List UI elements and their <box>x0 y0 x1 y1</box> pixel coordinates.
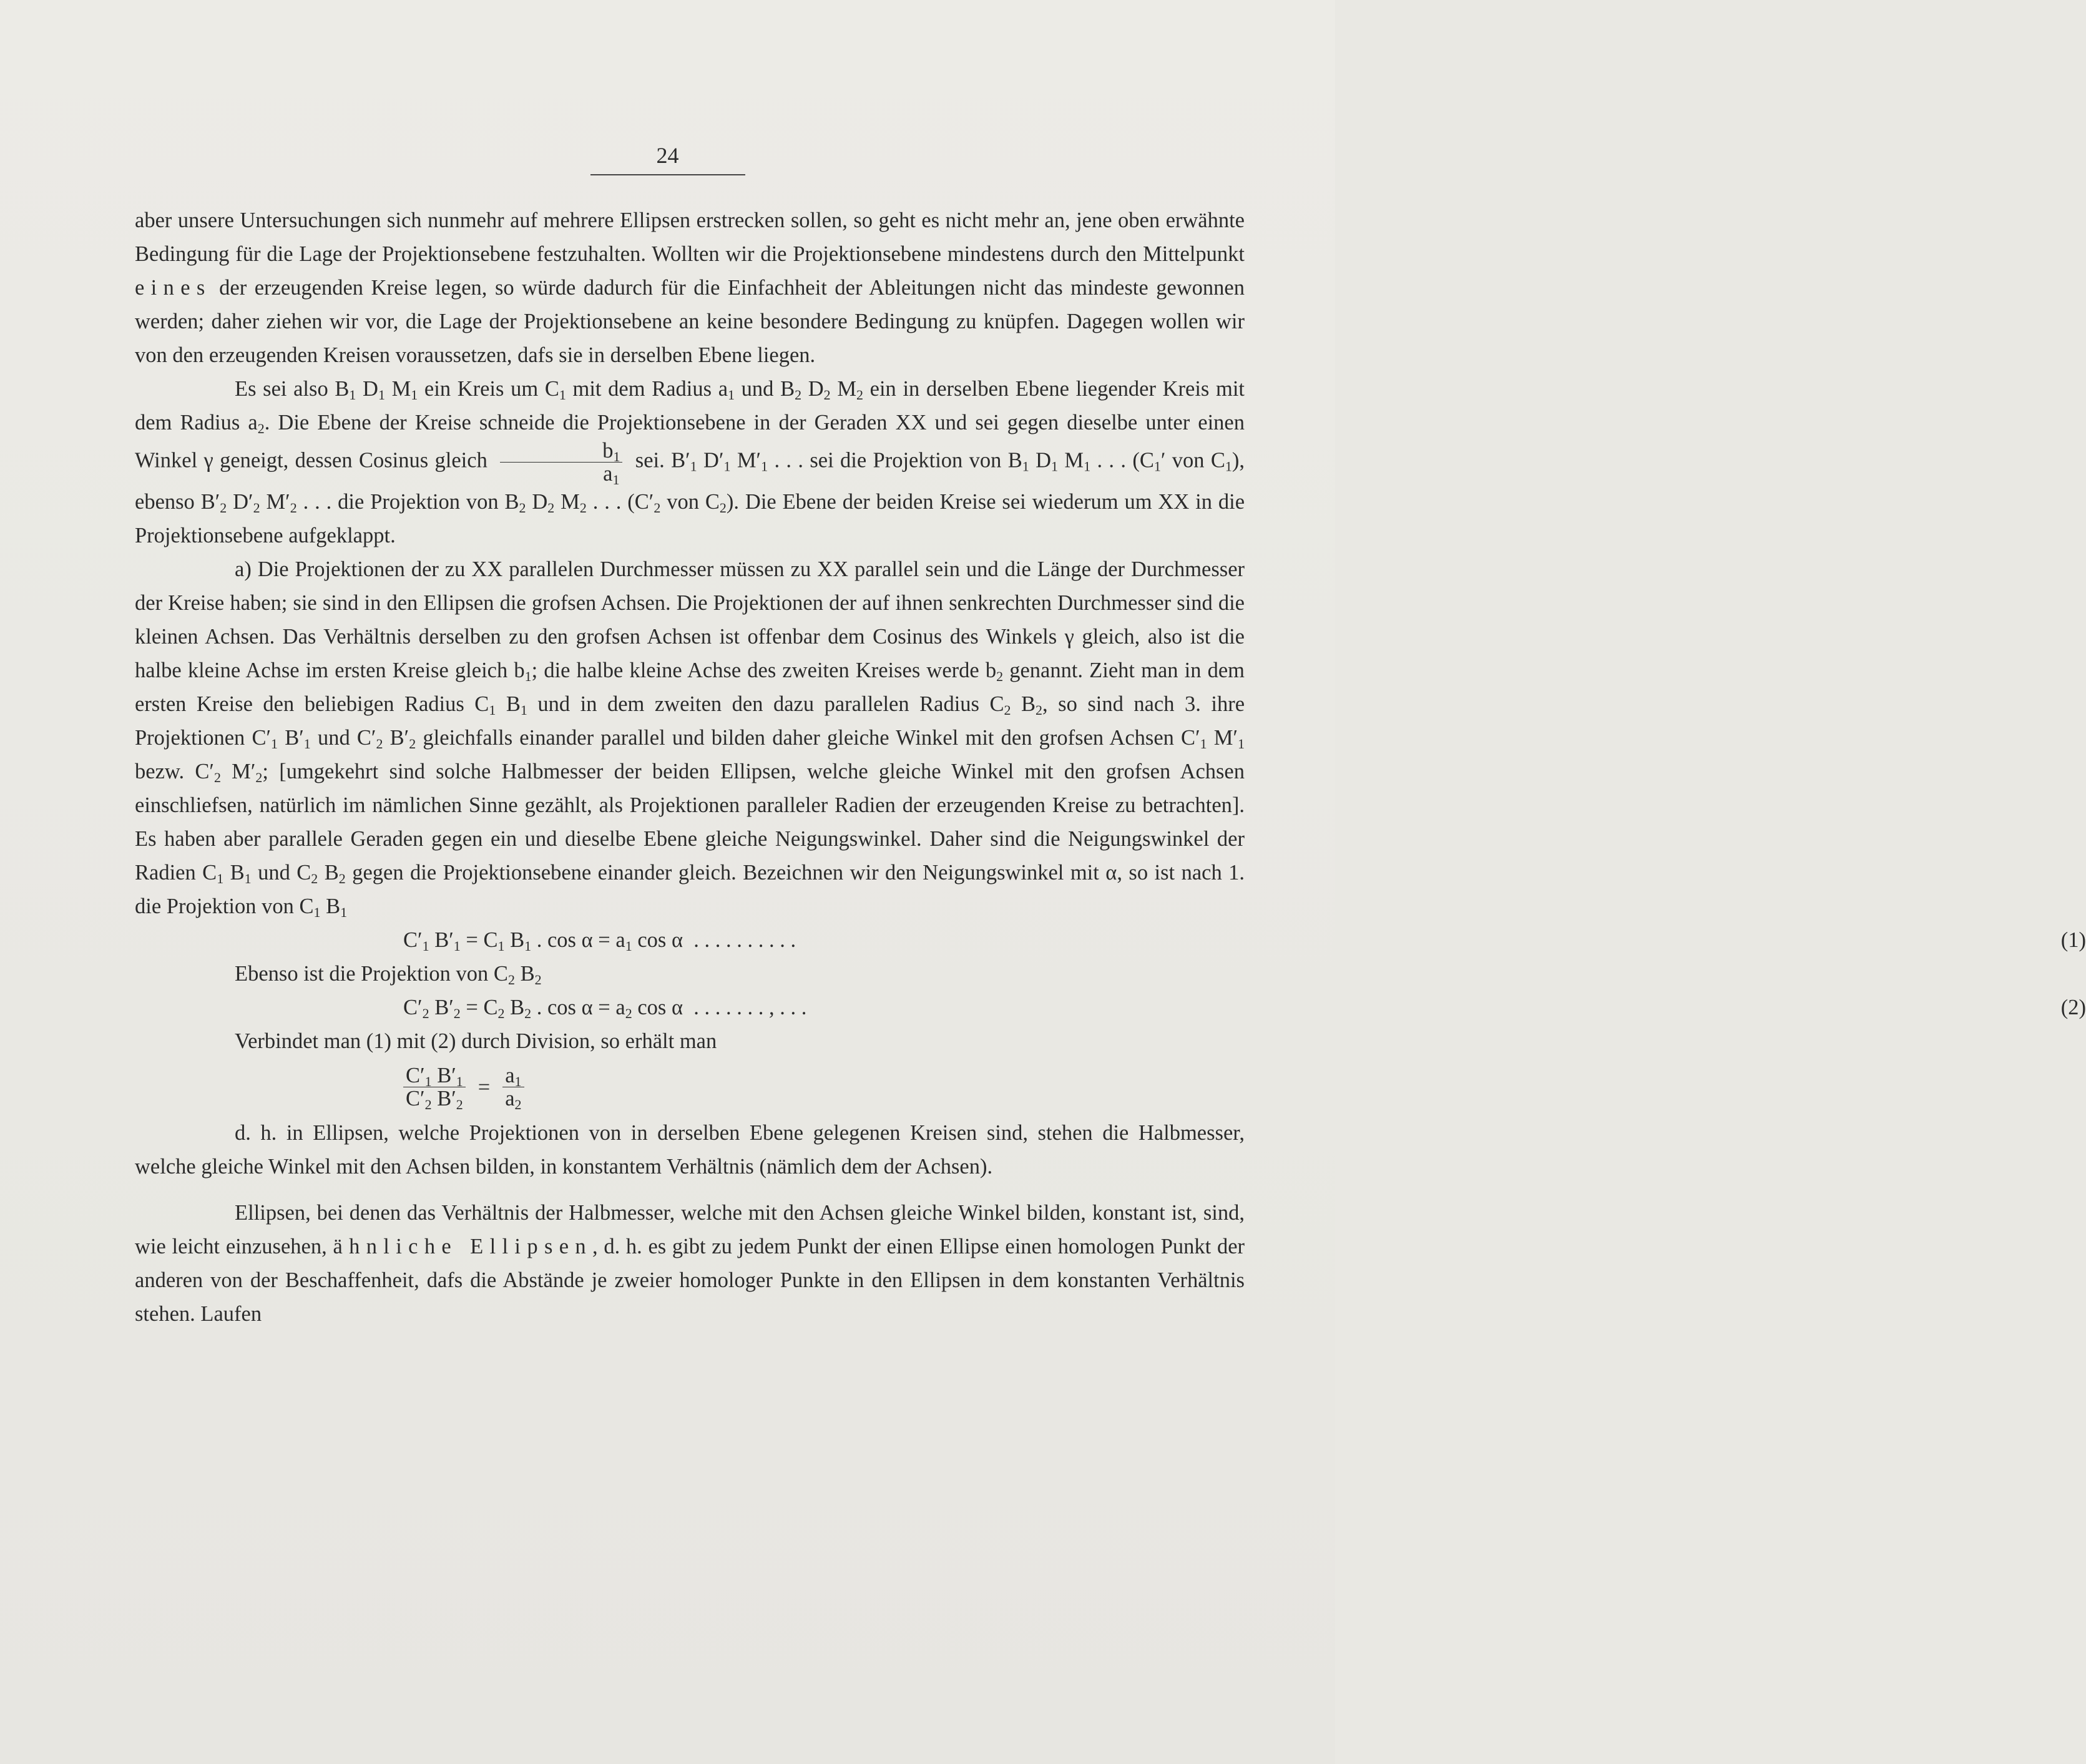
equation-3: $\frac{C'_1 B'_1}{C'_2 B'_2}$ = $\frac{a_1}{a_2}$ <box>403 1064 1245 1110</box>
paragraph-2: Es sei also $B_1$ $D_1$ $M_1$ ein Kreis um $C_1$ mit dem Radius $a_1$ und $B_2$ $D_2$ $M_2$ ein in derselben Ebene liegender Kreis mit dem Radius $a_2$. Die Ebene der Kreise schneide die Projektionsebene in der Geraden XX und sei gegen dieselbe unter einen Winkel γ geneigt, dessen Cosinus gleich $\frac{b_1}{a_1}$ sei. $B'_1$ $D'_1$ $M'_1$ . . . sei die Projektion von $B_1$ $D_1$ $M_1$ . . . ($C_1'$ von $C_1$), ebenso $B'_2$ $D'_2$ $M'_2$ . . . die Projektion von $B_2$ $D_2$ $M_2$ . . . ($C'_2$ von $C_2$). Die Ebene der beiden Kreise sei wiederum um XX in die Projektionsebene aufgeklappt. <box>135 377 1245 547</box>
paragraph-5: Ellipsen, bei denen das Verhältnis der Halbmesser, welche mit den Achsen gleiche Winkel bilden, konstant ist, sind, wie leicht einzusehen, ähnliche Ellipsen, d. h. es gibt zu jedem Punkt der einen Ellipse einen homologen Punkt der anderen von der Beschaffenheit, dafs die Abstände je zweier homologer Punkte in den Ellipsen in dem konstanten Verhältnis stehen. Laufen <box>135 1201 1245 1326</box>
body-text <box>135 203 2086 1331</box>
equation-2: $C'_2$ $B'_2 = C_2$ $B_2$ . $\cos \alpha = a_2$ cos α . . . . . . . , . . . (2) <box>403 996 2086 1021</box>
verbindet-line: Verbindet man (1) mit (2) durch Division, so erhält man <box>235 1029 717 1053</box>
page-number: 24 <box>590 140 745 175</box>
ebenso-line: Ebenso ist die Projektion von $C_2$ $B_2$ <box>235 962 542 987</box>
paragraph-4: d. h. in Ellipsen, welche Projektionen von in derselben Ebene gelegenen Kreisen sind, stehen die Halbmesser, welche gleiche Winkel mit den Achsen bilden, in konstantem Verhältnis (nämlich dem der Achsen). <box>135 1121 1245 1178</box>
paragraph-3: a) Die Projektionen der zu XX parallelen Durchmesser müssen zu XX parallel sein und die Länge der Durchmesser der Kreise haben; sie sind in den Ellipsen die grofsen Achsen. Die Projektionen der auf ihnen senkrechten Durchmesser sind die kleinen Achsen. Das Verhältnis derselben zu den grofsen Achsen ist offenbar dem Cosinus des Winkels γ gleich, also ist die halbe kleine Achse im ersten Kreise gleich $b_1$; die halbe kleine Achse des zweiten Kreises werde $b_2$ genannt. Zieht man in dem ersten Kreise den beliebigen Radius $C_1$ $B_1$ und in dem zweiten den dazu parallelen Radius $C_2$ $B_2$, so sind nach 3. ihre Projektionen $C'_1$ $B'_1$ und $C'_2$ $B'_2$ gleichfalls einander parallel und bilden daher gleiche Winkel mit den grofsen Achsen $C'_1$ $M'_1$ bezw. $C'_2$ $M'_2$; [umgekehrt sind solche Halbmesser der beiden Ellipsen, welche gleiche Winkel mit den grofsen Achsen einschliefsen, natürlich im nämlichen Sinne gezählt, als Projektionen paralleler Radien der erzeugenden Kreise zu betrachten]. Es haben aber parallele Geraden gegen ein und dieselbe Ebene gleiche Neigungswinkel. Daher sind die Neigungswinkel der Radien $C_1$ $B_1$ und $C_2$ $B_2$ gegen die Projektionsebene einander gleich. Bezeichnen wir den Neigungswinkel mit α, so ist nach 1. die Projektion von $C_1$ $B_1$ <box>135 557 1245 920</box>
paragraph-1: aber unsere Untersuchungen sich nunmehr auf mehrere Ellipsen erstrecken sollen, so geht es nicht mehr an, jene oben erwähnte Bedingung für die Lage der Projektionsebene festzuhalten. Wollten wir die Projektionsebene mindestens durch den Mittelpunkt eines der erzeugenden Kreise legen, so würde dadurch für die Einfachheit der Ableitungen nicht das mindeste gewonnen werden; daher ziehen wir vor, die Lage der Projektionsebene an keine besondere Bedingung zu knüpfen. Dagegen wollen wir von den erzeugenden Kreisen voraussetzen, dafs sie in derselben Ebene liegen. <box>135 208 1245 367</box>
equation-1: $C'_1$ $B'_1 = C_1$ $B_1$ . $\cos \alpha = a_1$ cos α . . . . . . . . . . (1) <box>403 928 2086 954</box>
page-header <box>0 140 1335 175</box>
fraction-b1-a1: $\frac{b_1}{a_1}$ <box>500 439 622 485</box>
